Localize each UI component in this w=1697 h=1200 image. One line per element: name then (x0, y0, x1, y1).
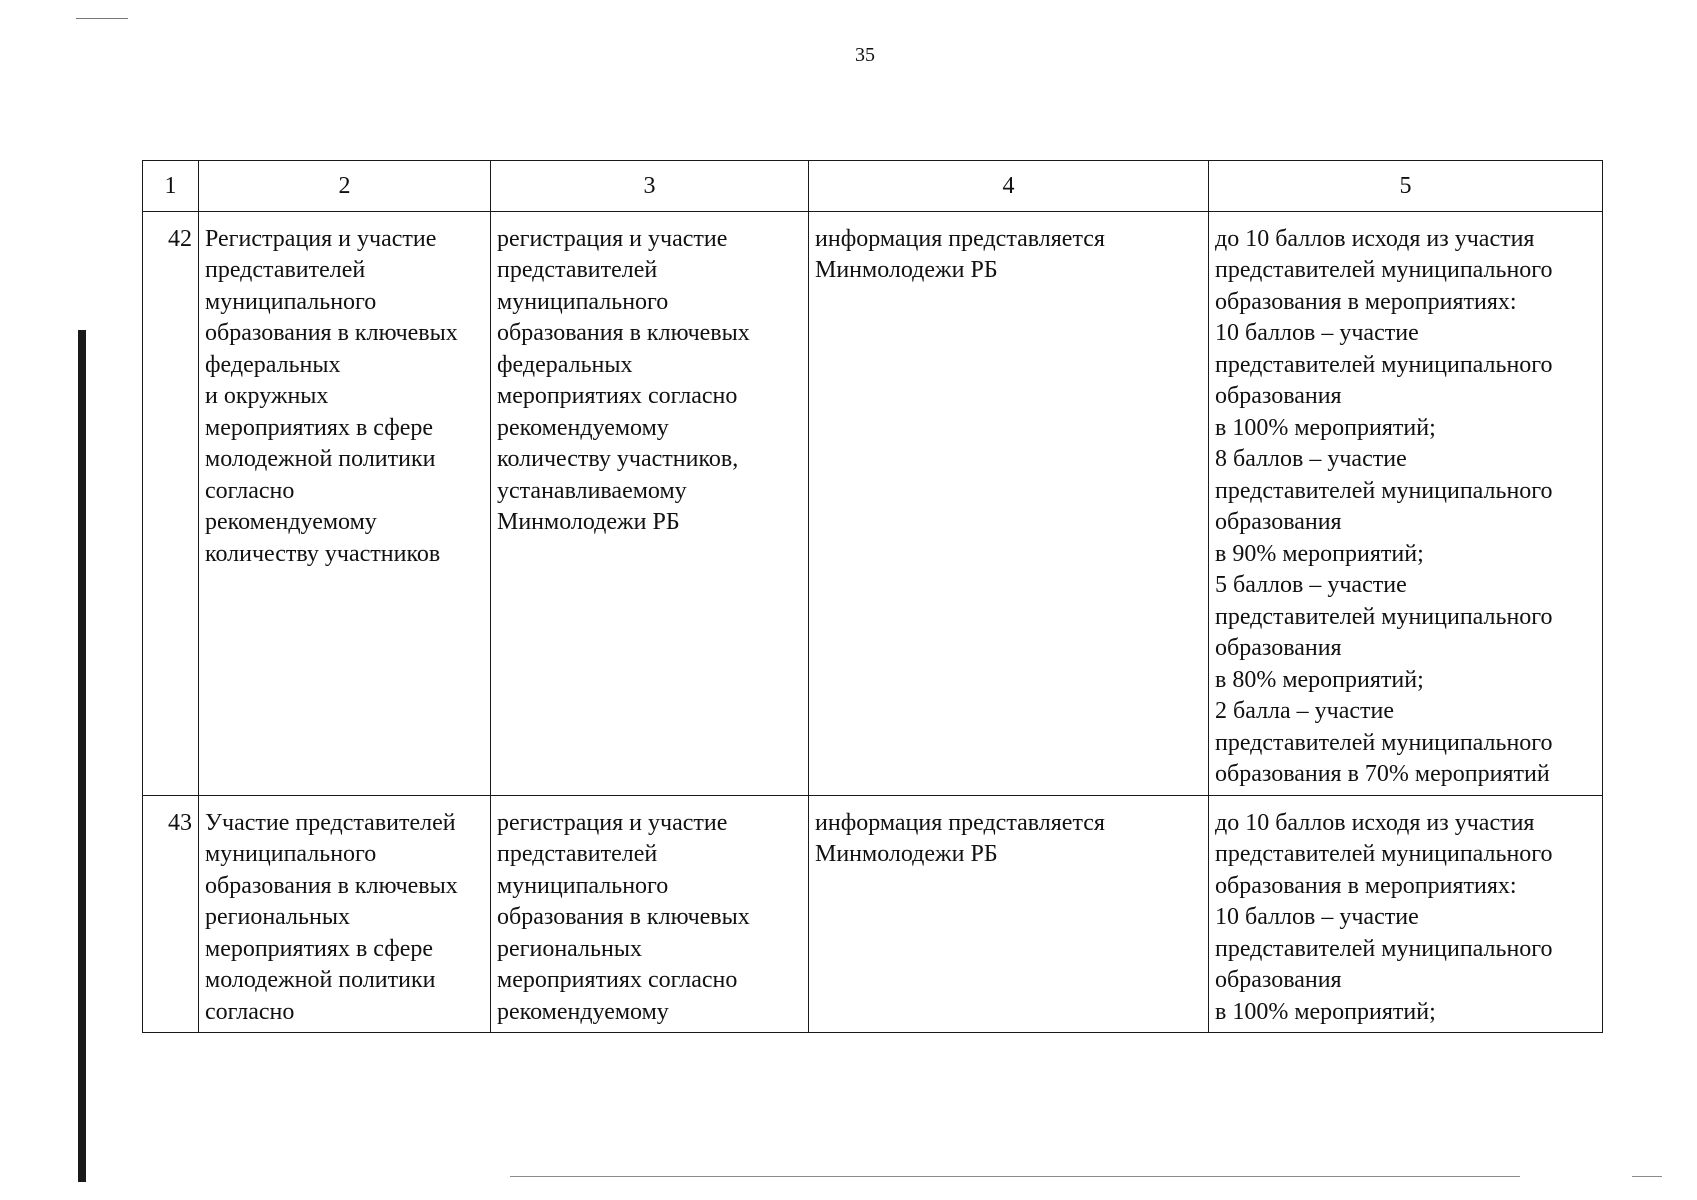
cell-line: региональных (205, 904, 350, 930)
table-header-row (143, 161, 1603, 212)
cell-line: федеральных (497, 351, 633, 378)
cell-line: информация представляется (815, 225, 1105, 252)
cell-line: представителей муниципального (1215, 351, 1553, 378)
cell-line: мероприятиях согласно (497, 967, 738, 993)
cell-line: Минмолодежи РБ (815, 841, 998, 867)
cell-line: Регистрация и участие (205, 225, 437, 252)
cell-line: мероприятиях согласно (497, 383, 738, 409)
header-cell-3: 3 (491, 161, 809, 212)
page-number: 35 (855, 44, 875, 66)
cell-line: регистрация и участие (497, 809, 728, 836)
cell-line: представителей муниципального (1215, 603, 1553, 630)
cell-line: молодежной политики (205, 967, 436, 993)
cell-line: рекомендуемому (497, 998, 669, 1025)
cell-line: в 80% мероприятий; (1215, 666, 1424, 693)
cell-line: рекомендуемому (205, 509, 377, 535)
cell-line: согласно (205, 477, 295, 504)
cell-line: количеству участников (205, 540, 441, 567)
cell-line: представителей (205, 257, 366, 283)
source-cell (809, 211, 1209, 795)
cell-line: представителей муниципального (1215, 477, 1553, 504)
cell-line: региональных (497, 935, 642, 962)
cell-line: образования (1215, 967, 1342, 993)
cell-line: рекомендуемому (497, 414, 669, 441)
cell-line: представителей муниципального (1215, 841, 1553, 867)
cell-line: в 90% мероприятий; (1215, 540, 1424, 567)
cell-line: 8 баллов – участие (1215, 446, 1407, 472)
cell-line: информация представляется (815, 809, 1105, 836)
source-cell (809, 795, 1209, 1033)
row-number: 42 (143, 211, 199, 795)
cell-line: 10 баллов – участие (1215, 320, 1419, 346)
scoring-cell (1209, 211, 1603, 795)
cell-line: образования в ключевых (497, 320, 750, 346)
cell-line: образования в 70% мероприятий (1215, 761, 1550, 787)
indicator-name-cell (199, 795, 491, 1033)
cell-line: образования в ключевых (497, 904, 750, 930)
indicator-name-cell (199, 211, 491, 795)
cell-line: до 10 баллов исходя из участия (1215, 809, 1535, 836)
cell-line: до 10 баллов исходя из участия (1215, 225, 1535, 252)
cell-line: в 100% мероприятий; (1215, 998, 1436, 1025)
header-cell-1: 1 (143, 161, 199, 212)
cell-line: представителей муниципального (1215, 935, 1553, 962)
cell-line: представителей (497, 841, 658, 867)
cell-line: муниципального (497, 872, 669, 899)
cell-line: Минмолодежи РБ (815, 257, 998, 283)
cell-line: образования в мероприятиях: (1215, 872, 1517, 899)
cell-line: 5 баллов – участие (1215, 572, 1407, 598)
cell-line: количеству участников, (497, 446, 739, 472)
cell-line: образования (1215, 635, 1342, 661)
cell-line: муниципального (497, 288, 669, 315)
cell-line: 2 балла – участие (1215, 698, 1395, 724)
cell-line: в 100% мероприятий; (1215, 414, 1436, 441)
cell-line: 10 баллов – участие (1215, 904, 1419, 930)
corner-rule (76, 18, 128, 19)
table-row (143, 795, 1603, 1033)
cell-line: регистрация и участие (497, 225, 728, 252)
cell-line: представителей муниципального (1215, 257, 1553, 283)
cell-line: устанавливаемому (497, 477, 687, 504)
cell-line: и окружных (205, 383, 329, 409)
header-cell-2: 2 (199, 161, 491, 212)
cell-line: представителей (497, 257, 658, 283)
cell-line: представителей муниципального (1215, 729, 1553, 756)
cell-line: согласно (205, 998, 295, 1025)
binding-bar (78, 330, 86, 1182)
cell-line: федеральных (205, 351, 341, 378)
table-row (143, 211, 1603, 795)
cell-line: образования (1215, 509, 1342, 535)
criteria-table (142, 160, 1603, 1033)
cell-line: образования в ключевых (205, 320, 458, 346)
cell-line: образования (1215, 383, 1342, 409)
cell-line: молодежной политики (205, 446, 436, 472)
bottom-rule-short (1632, 1176, 1662, 1177)
calculation-cell (491, 211, 809, 795)
header-cell-5: 5 (1209, 161, 1603, 212)
cell-line: муниципального (205, 841, 377, 867)
cell-line: Минмолодежи РБ (497, 509, 680, 535)
cell-line: образования в мероприятиях: (1215, 288, 1517, 315)
cell-line: образования в ключевых (205, 872, 458, 899)
scoring-cell (1209, 795, 1603, 1033)
cell-line: муниципального (205, 288, 377, 315)
bottom-rule (510, 1176, 1520, 1177)
cell-line: мероприятиях в сфере (205, 414, 434, 441)
cell-line: мероприятиях в сфере (205, 935, 434, 962)
header-cell-4: 4 (809, 161, 1209, 212)
row-number: 43 (143, 795, 199, 1033)
cell-line: Участие представителей (205, 809, 456, 836)
calculation-cell (491, 795, 809, 1033)
